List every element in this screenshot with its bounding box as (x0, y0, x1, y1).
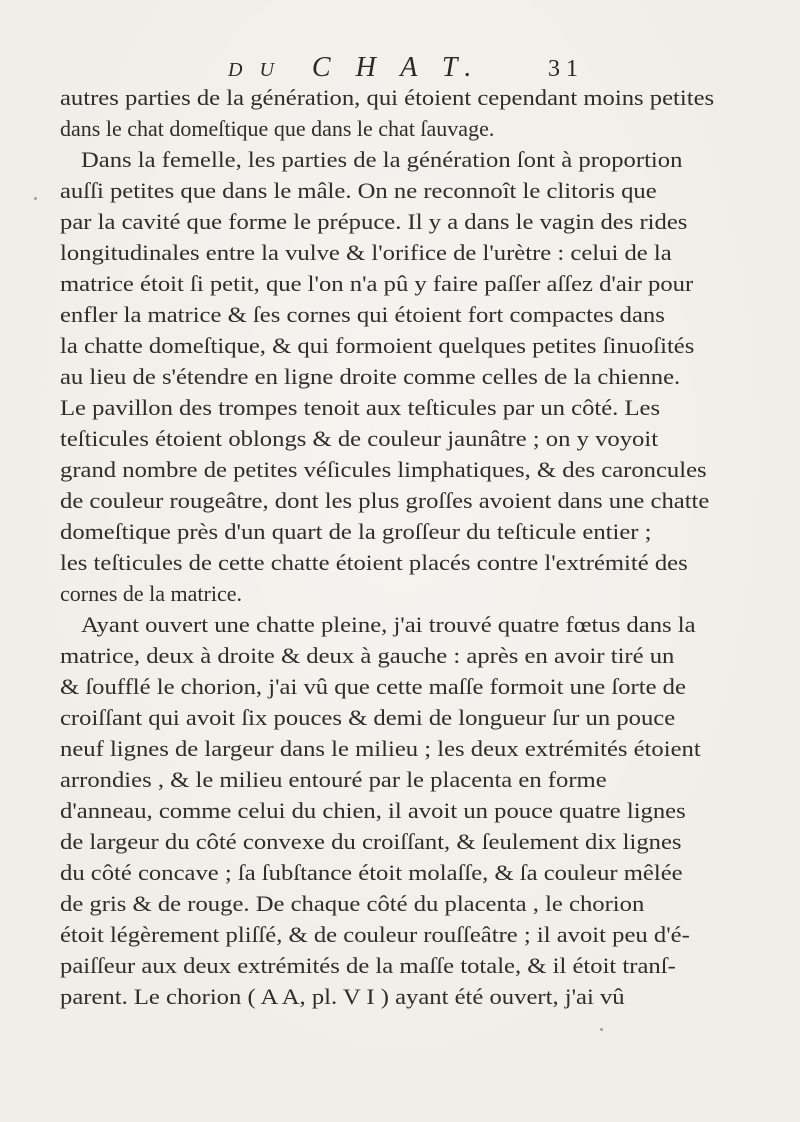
text-line: croiſſant qui avoit ſix pouces & demi de longueur ſur un pouce (60, 705, 676, 730)
text-line: étoit légèrement pliſſé, & de couleur rouſſeâtre ; il avoit peu d'é- (60, 922, 690, 947)
paper-speck (600, 1028, 603, 1031)
text-line: matrice, deux à droite & deux à gauche : après en avoir tiré un (60, 643, 675, 668)
running-title: D U C H A T. (228, 52, 481, 83)
text-line: dans le chat domeſtique que dans le chat ſauvage. (60, 116, 495, 141)
page-number: 3 1 (548, 56, 578, 82)
text-line: neuf lignes de largeur dans le milieu ; les deux extrémités étoient (60, 736, 701, 761)
text-line: les teſticules de cette chatte étoient placés contre l'extrémité des (60, 550, 688, 575)
text-line: domeſtique près d'un quart de la groſſeur du teſticule entier ; (60, 519, 652, 544)
text-line: au lieu de s'étendre en ligne droite comme celles de la chienne. (60, 364, 681, 389)
text-line: paiſſeur aux deux extrémités de la maſſe totale, & il étoit tranſ- (60, 953, 676, 978)
text-line: enfler la matrice & ſes cornes qui étoient fort compactes dans (60, 302, 665, 327)
text-line: Le pavillon des trompes tenoit aux teſticules par un côté. Les (60, 395, 661, 420)
text-line: matrice étoit ſi petit, que l'on n'a pû y faire paſſer aſſez d'air pour (60, 271, 694, 296)
body-text (60, 82, 760, 1082)
paragraph-start-line: Ayant ouvert une chatte pleine, j'ai trouvé quatre fœtus dans la (81, 612, 696, 637)
text-line: par la cavité que forme le prépuce. Il y a dans le vagin des rides (60, 209, 688, 234)
text-line: longitudinales entre la vulve & l'orifice de l'urètre : celui de la (60, 240, 672, 265)
text-line: parent. Le chorion ( A A, pl. V I ) ayant été ouvert, j'ai vû (60, 984, 625, 1009)
paper-speck (34, 197, 37, 200)
text-line: cornes de la matrice. (60, 581, 243, 606)
text-line: auſſi petites que dans le mâle. On ne reconnoît le clitoris que (60, 178, 657, 203)
text-line: la chatte domeſtique, & qui formoient quelques petites ſinuoſités (60, 333, 695, 358)
text-line: de couleur rougeâtre, dont les plus groſſes avoient dans une chatte (60, 488, 710, 513)
text-line: de largeur du côté convexe du croiſſant, & ſeulement dix lignes (60, 829, 682, 854)
paragraph-start-line: Dans la femelle, les parties de la génération ſont à proportion (81, 147, 683, 172)
text-line: d'anneau, comme celui du chien, il avoit un pouce quatre lignes (60, 798, 686, 823)
text-line: de gris & de rouge. De chaque côté du placenta , le chorion (60, 891, 645, 916)
text-line: du côté concave ; ſa ſubſtance étoit molaſſe, & ſa couleur mêlée (60, 860, 683, 885)
text-line: & ſoufflé le chorion, j'ai vû que cette maſſe formoit une ſorte de (60, 674, 686, 699)
text-line: arrondies , & le milieu entouré par le placenta en forme (60, 767, 607, 792)
text-line: autres parties de la génération, qui étoient cependant moins petites (60, 85, 715, 110)
text-line: teſticules étoient oblongs & de couleur jaunâtre ; on y voyoit (60, 426, 659, 451)
text-line: grand nombre de petites véſicules limphatiques, & des caroncules (60, 457, 707, 482)
